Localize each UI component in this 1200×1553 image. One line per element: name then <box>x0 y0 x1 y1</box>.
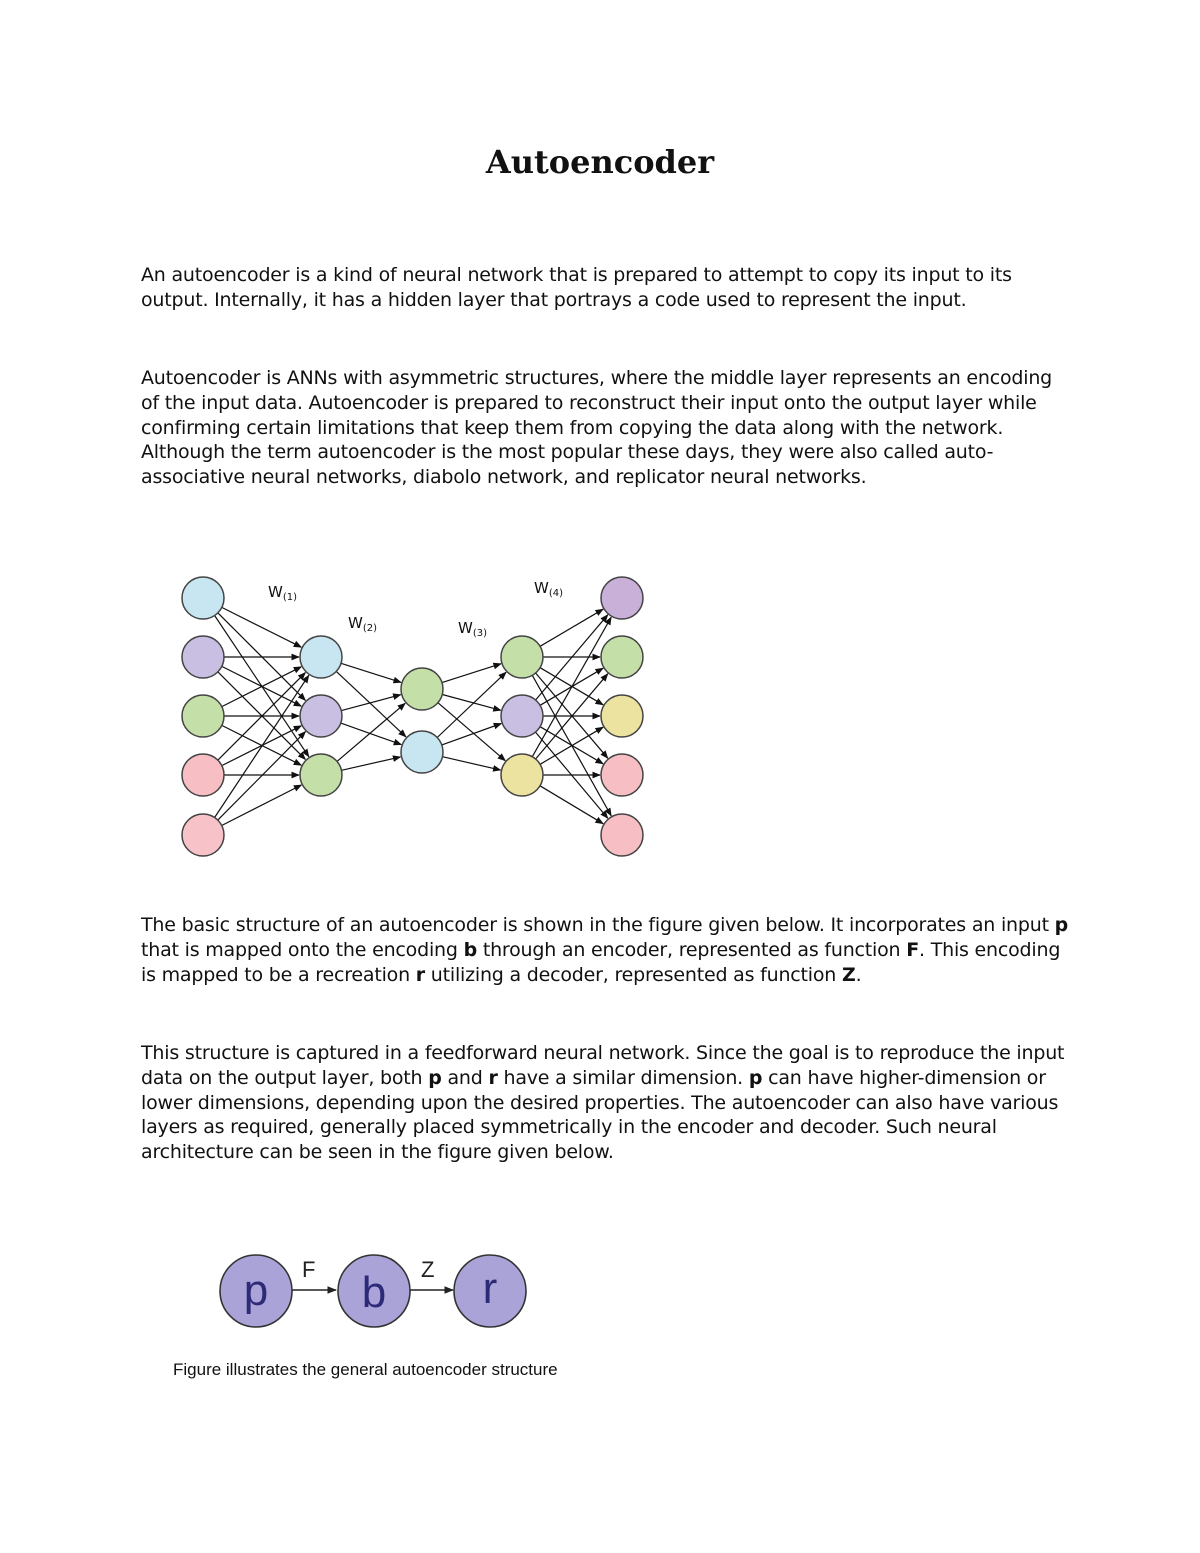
autoencoder-structure-diagram <box>210 1245 540 1340</box>
connection-edge <box>443 757 501 770</box>
paragraph-basic-structure: The basic structure of an autoencoder is shown in the figure given below. It incorporates an input p that is mapped onto the encoding b through an encoder, represented as function F. This encoding is mapped to be a recreation r utilizing a decoder, represented as function Z. <box>141 914 1069 986</box>
connection-edge <box>540 786 603 824</box>
neuron-node-layer-5 <box>601 695 643 737</box>
weight-label-3: $W_{(3)}$ <box>458 619 488 639</box>
node-b-label: b <box>361 1268 387 1317</box>
edge-label-z: Z <box>421 1257 435 1282</box>
connection-edge <box>437 672 506 737</box>
neuron-node-layer-3 <box>401 668 443 710</box>
node-p-label: p <box>243 1266 269 1315</box>
connection-edge <box>342 757 401 770</box>
neuron-node-layer-2 <box>300 754 342 796</box>
neuron-node-layer-1 <box>182 695 224 737</box>
weight-label-1: $W_{(1)}$ <box>268 583 298 603</box>
connection-edge <box>341 663 401 682</box>
connection-edge <box>532 617 611 757</box>
neuron-node-layer-1 <box>182 577 224 619</box>
neuron-node-layer-1 <box>182 814 224 856</box>
neuron-node-layer-1 <box>182 754 224 796</box>
connection-edge <box>337 703 405 761</box>
figure-caption: Figure illustrates the general autoencoder structure <box>173 1360 558 1379</box>
autoencoder-network-diagram <box>170 565 660 865</box>
neuron-node-layer-5 <box>601 636 643 678</box>
connection-edge <box>222 607 301 647</box>
weight-label-4: $W_{(4)}$ <box>534 579 564 599</box>
neuron-node-layer-5 <box>601 577 643 619</box>
paragraph-structure: Autoencoder is ANNs with asymmetric structures, where the middle layer represents an encoding of the input data. Autoencoder is prepared to reconstruct their input onto the output layer while confirming certain limitations that keep them from copying the data along with the network. Although the term autoencoder is the most popular these days, they were also called auto-associative neural networks, diabolo network, and replicator neural networks. <box>141 367 1053 489</box>
neuron-node-layer-4 <box>501 695 543 737</box>
page-title: Autoencoder <box>485 143 715 181</box>
weight-label-2: $W_{(2)}$ <box>348 614 378 634</box>
neuron-node-layer-5 <box>601 814 643 856</box>
neuron-node-layer-1 <box>182 636 224 678</box>
neuron-node-layer-3 <box>401 731 443 773</box>
neuron-node-layer-5 <box>601 754 643 796</box>
connection-edge <box>442 664 501 683</box>
connection-edge <box>341 695 400 711</box>
neuron-node-layer-4 <box>501 636 543 678</box>
connection-edge <box>540 609 603 646</box>
connection-edge <box>442 724 502 745</box>
connection-edge <box>438 703 505 761</box>
neuron-node-layer-4 <box>501 754 543 796</box>
connection-edge <box>442 695 501 711</box>
connection-edge <box>341 723 402 745</box>
edge-label-f: F <box>302 1257 316 1282</box>
connection-edge <box>222 785 302 826</box>
node-r-label: r <box>482 1264 498 1313</box>
paragraph-intro: An autoencoder is a kind of neural network that is prepared to attempt to copy its input to its output. Internally, it has a hidden layer that portrays a code used to represent the input. <box>141 264 1012 311</box>
neuron-node-layer-2 <box>300 695 342 737</box>
connection-edge <box>215 675 309 817</box>
neuron-node-layer-2 <box>300 636 342 678</box>
paragraph-feedforward: This structure is captured in a feedforward neural network. Since the goal is to reproduce the input data on the output layer, both p and r have a similar dimension. p can have higher-dimension or lower dimensions, depending upon the desired properties. The autoencoder can also have various layers as required, generally placed symmetrically in the encoder and decoder. Such neural architecture can be seen in the figure given below. <box>141 1042 1065 1164</box>
